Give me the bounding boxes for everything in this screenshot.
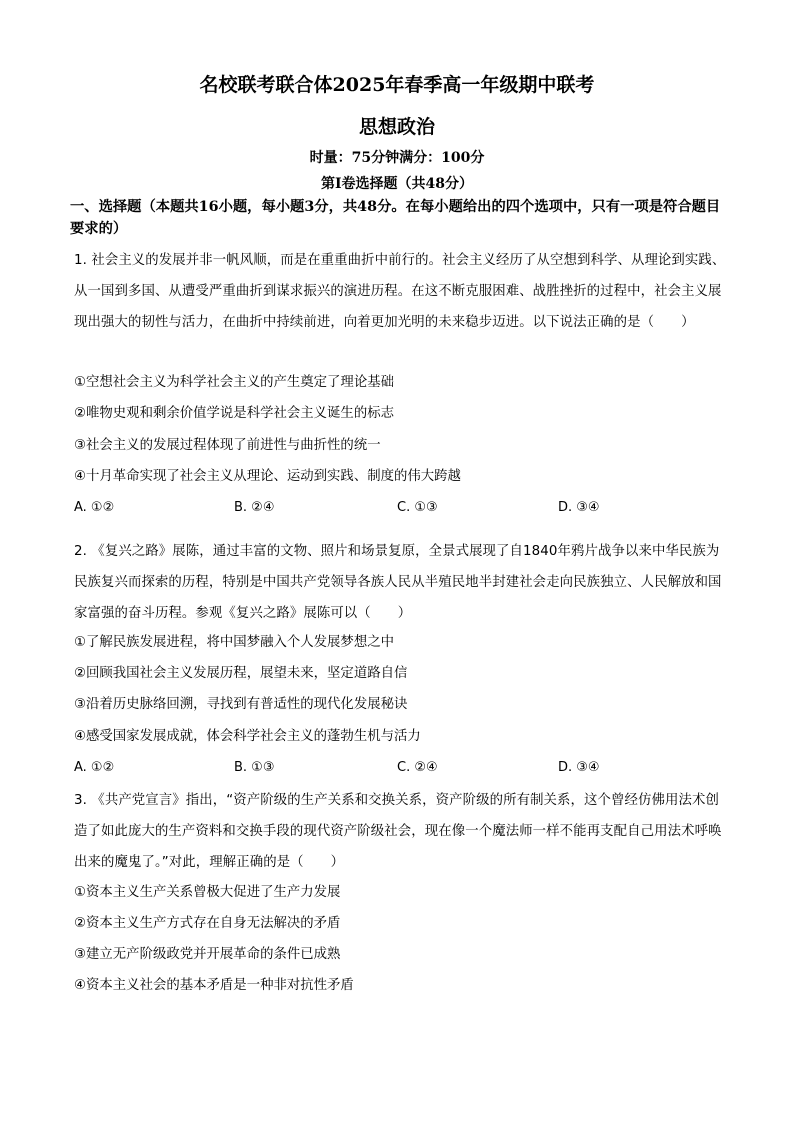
question-2-choice-d[interactable]: D. ③④ [558,760,600,775]
question-1-choices [74,498,734,518]
section-heading: 一、选择题（本题共16小题，每小题3分，共48分。在每小题给出的四个选项中，只有一项是符合题目要求的） [70,199,721,237]
question-2-option-4: ④感受国家发展成就，体会科学社会主义的蓬勃生机与活力 [74,729,421,744]
question-3-option-3: ③建立无产阶级政党并开展革命的条件已成熟 [74,947,341,962]
question-1-option-1: ①空想社会主义为科学社会主义的产生奠定了理论基础 [74,375,394,390]
question-2-choice-a[interactable]: A. ①② [74,760,115,775]
question-1-choice-a[interactable]: A. ①② [74,500,115,515]
time-score-line: 时量：75分钟满分：100分 [309,150,485,166]
question-1-option-3: ③社会主义的发展过程体现了前进性与曲折性的统一 [74,438,381,453]
question-2-choices [74,758,734,778]
question-3-option-4: ④资本主义社会的基本矛盾是一种非对抗性矛盾 [74,978,354,993]
question-1-option-2: ②唯物史观和剩余价值学说是科学社会主义诞生的标志 [74,406,394,421]
question-2-option-1: ①了解民族发展进程，将中国梦融入个人发展梦想之中 [74,635,394,650]
exam-title: 名校联考联合体2025年春季高一年级期中联考 [199,74,595,96]
question-1-choice-c[interactable]: C. ①③ [397,500,438,515]
question-1-option-4: ④十月革命实现了社会主义从理论、运动到实践、制度的伟大跨越 [74,469,461,484]
question-2-choice-b[interactable]: B. ①③ [234,760,275,775]
question-3-option-1: ①资本主义生产关系曾极大促进了生产力发展 [74,885,341,900]
question-3-stem: 3. 《共产党宣言》指出，“资产阶级的生产关系和交换关系，资产阶级的所有制关系，这个曾经仿佛用法术创造了如此庞大的生产资料和交换手段的现代资产阶级社会，现在像一个魔法师一样不能再支配自己用法术呼唤出来的魔鬼了。”对此，理解正确的是（ ） [74,793,722,870]
question-3-option-2: ②资本主义生产方式存在自身无法解决的矛盾 [74,916,341,931]
question-2-stem: 2. 《复兴之路》展陈，通过丰富的文物、照片和场景复原，全景式展现了自1840年鸦片战争以来中华民族为民族复兴而探索的历程，特别是中国共产党领导各族人民从半殖民地半封建社会走向民族独立、人民解放和国家富强的奋斗历程。参观《复兴之路》展陈可以（ ） [74,544,722,621]
question-2-choice-c[interactable]: C. ②④ [397,760,438,775]
subject-title: 思想政治 [358,116,435,138]
question-1-choice-d[interactable]: D. ③④ [558,500,600,515]
question-2-option-3: ③沿着历史脉络回溯，寻找到有普适性的现代化发展秘诀 [74,697,408,712]
part-heading: 第Ⅰ卷选择题（共48分） [320,176,474,192]
question-1-choice-b[interactable]: B. ②④ [234,500,275,515]
question-1-stem: 1. 社会主义的发展并非一帆风顺，而是在重重曲折中前行的。社会主义经历了从空想到科学、从理论到实践、从一国到多国、从遭受严重曲折到谋求振兴的演进历程。在这不断克服困难、战胜挫折的过程中，社会主义展现出强大的韧性与活力，在曲折中持续前进，向着更加光明的未来稳步迈进。以下说法正确的是（ ） [74,253,726,330]
question-2-option-2: ②回顾我国社会主义发展历程，展望未来，坚定道路自信 [74,666,408,681]
